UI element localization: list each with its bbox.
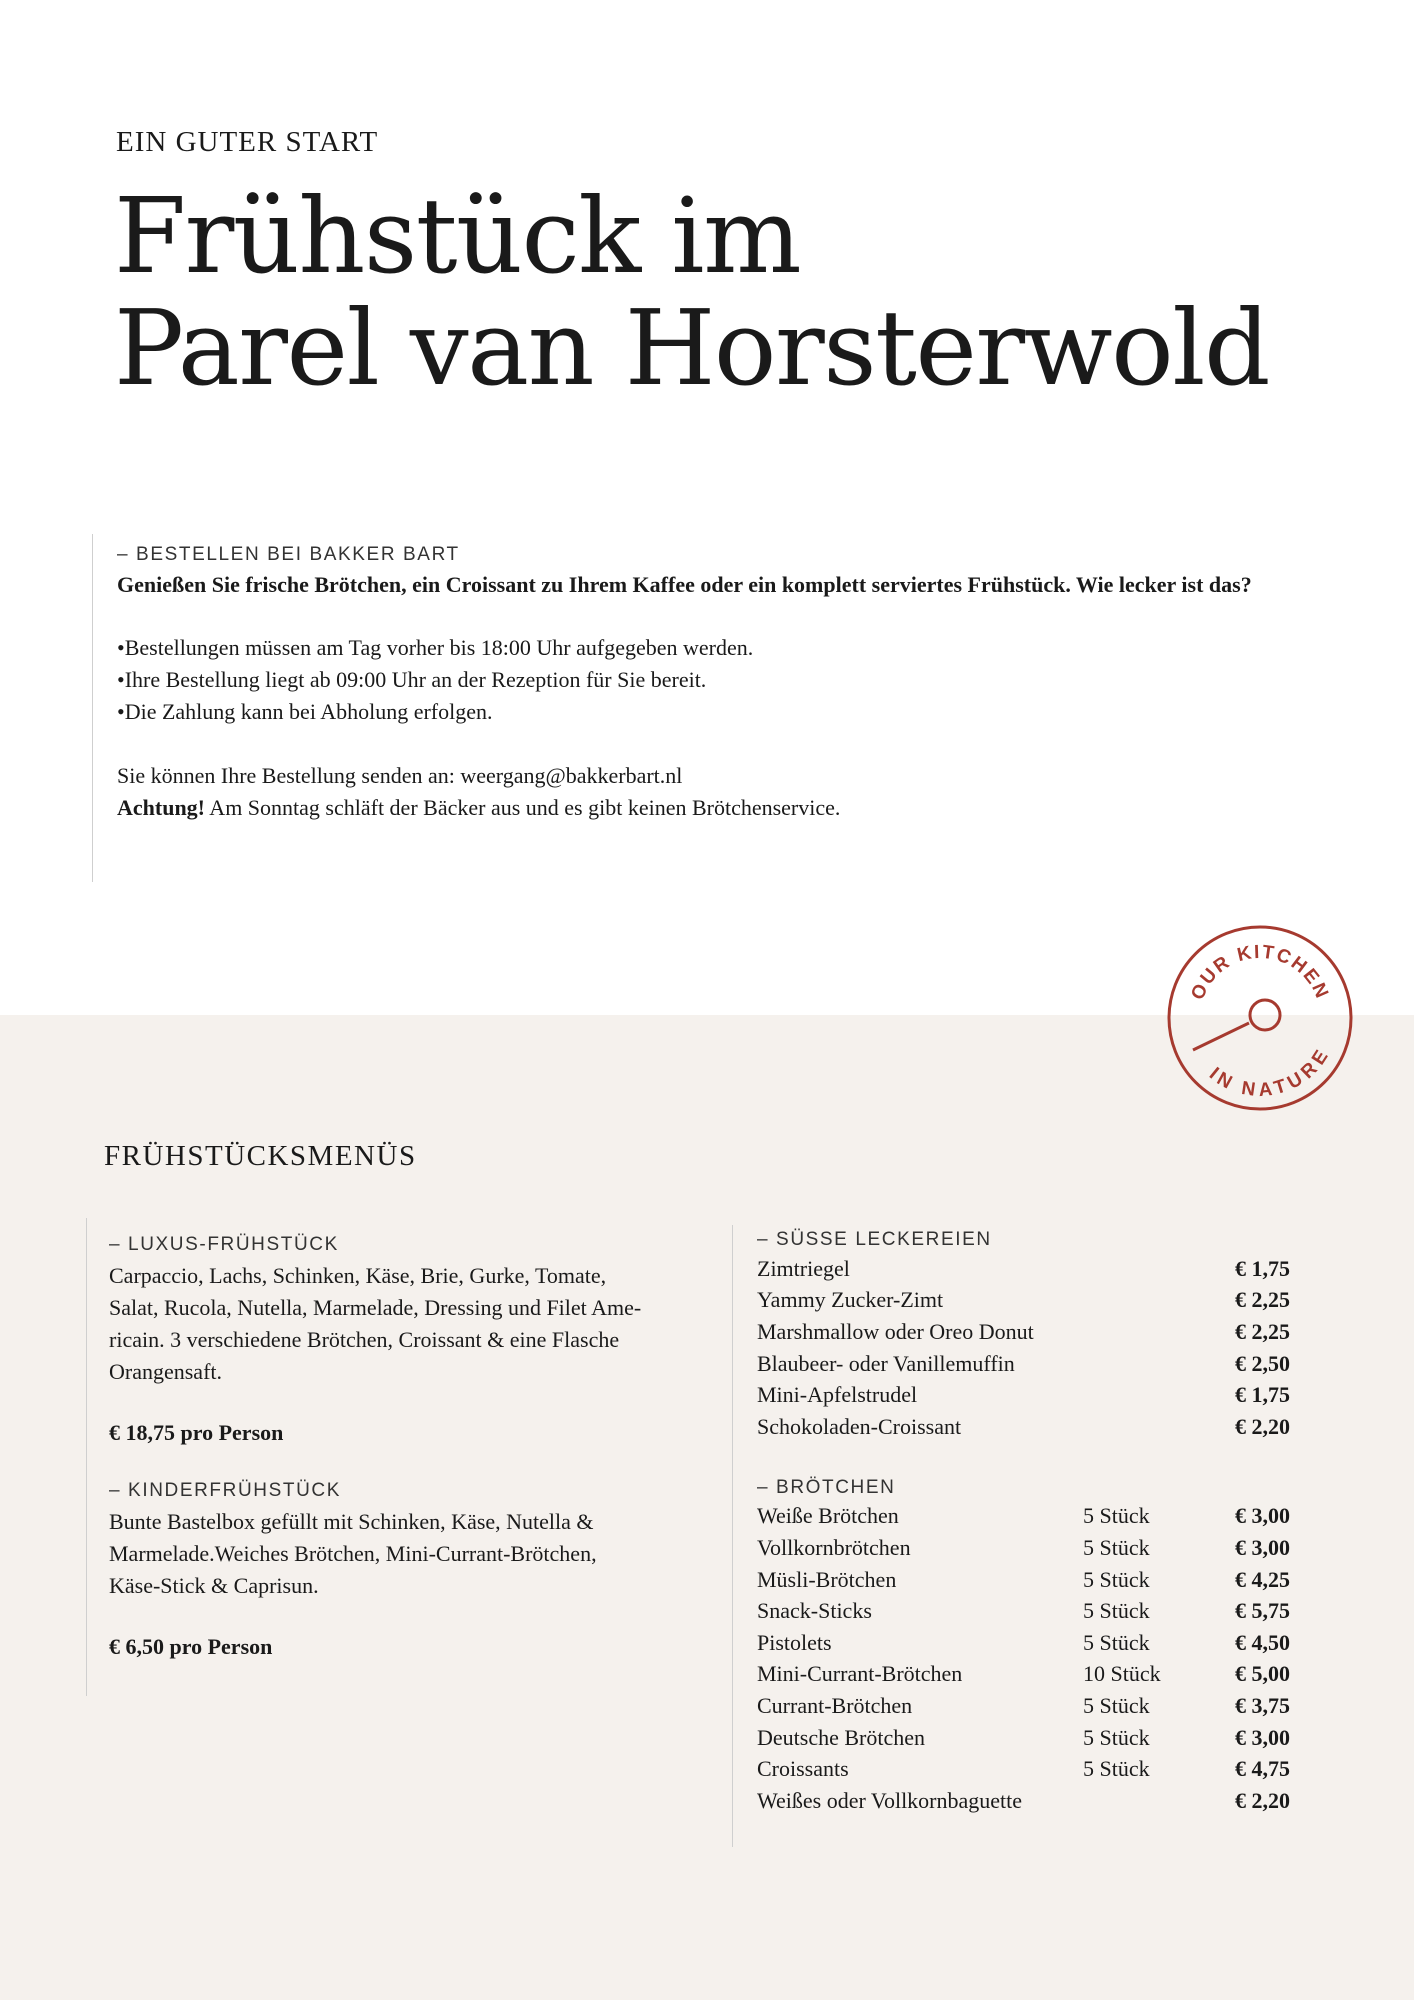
table-row bbox=[757, 1659, 1317, 1691]
item-name: Pistolets bbox=[757, 1629, 832, 1655]
item-quantity: 5 Stück bbox=[1083, 1756, 1150, 1782]
page-title bbox=[114, 175, 1270, 409]
item-quantity: 5 Stück bbox=[1083, 1692, 1150, 1718]
item-quantity bbox=[1083, 1348, 1235, 1380]
table-row bbox=[757, 1595, 1317, 1627]
item-name: Deutsche Brötchen bbox=[757, 1724, 925, 1750]
item-price: € 5,00 bbox=[1235, 1661, 1290, 1687]
price-list-column bbox=[732, 1225, 1332, 1847]
kinder-label: – KINDERFRÜHSTÜCK bbox=[109, 1480, 341, 1501]
order-label: – BESTELLEN BEI BAKKER BART bbox=[117, 544, 460, 565]
svg-text:OUR KITCHEN: OUR KITCHEN bbox=[1187, 941, 1333, 1003]
item-price: € 3,75 bbox=[1235, 1692, 1290, 1718]
item-quantity: 5 Stück bbox=[1083, 1566, 1150, 1592]
item-quantity bbox=[1083, 1785, 1235, 1817]
table-row bbox=[757, 1253, 1317, 1285]
item-price: € 1,75 bbox=[1235, 1255, 1290, 1281]
warning-text: Am Sonntag schläft der Bäcker aus und es gibt keinen Brötchenservice. bbox=[205, 795, 841, 820]
rolls-label: – BRÖTCHEN bbox=[757, 1476, 896, 1498]
order-rules-list bbox=[117, 632, 1332, 728]
breakfast-menus-column bbox=[86, 1218, 726, 1696]
table-row bbox=[757, 1753, 1317, 1785]
item-quantity bbox=[1083, 1253, 1235, 1285]
desc-line: Bunte Bastelbox gefüllt mit Schinken, Käse, Nutella & bbox=[109, 1509, 594, 1534]
item-price: € 4,25 bbox=[1235, 1566, 1290, 1592]
item-price: € 2,25 bbox=[1235, 1318, 1290, 1344]
order-info-block bbox=[92, 534, 1332, 882]
item-quantity: 5 Stück bbox=[1083, 1503, 1150, 1529]
sweets-label: – SÜSSE LECKEREIEN bbox=[757, 1229, 992, 1250]
luxus-description bbox=[109, 1260, 709, 1388]
warning-line bbox=[117, 792, 1332, 824]
our-kitchen-in-nature-logo bbox=[1165, 923, 1355, 1113]
order-intro: Genießen Sie frische Brötchen, ein Croissant zu Ihrem Kaffee oder ein komplett serviertes Frühstück. Wie lecker ist das? bbox=[117, 572, 1252, 597]
list-item: • Ihre Bestellung liegt ab 09:00 Uhr an der Rezeption für Sie bereit. bbox=[117, 664, 1332, 696]
item-name: Weiße Brötchen bbox=[757, 1503, 899, 1529]
item-name: Schokoladen-Croissant bbox=[757, 1413, 962, 1439]
item-name: Mini-Currant-Brötchen bbox=[757, 1661, 963, 1687]
item-price: € 5,75 bbox=[1235, 1598, 1290, 1624]
item-quantity bbox=[1083, 1411, 1235, 1443]
title-line-1: Frühstück im bbox=[114, 175, 801, 297]
menus-heading: FRÜHSTÜCKSMENÜS bbox=[104, 1140, 417, 1172]
table-row bbox=[757, 1785, 1317, 1817]
item-name: Mini-Apfelstrudel bbox=[757, 1382, 918, 1408]
item-price: € 3,00 bbox=[1235, 1724, 1290, 1750]
table-row bbox=[757, 1501, 1317, 1533]
section-kicker: EIN GUTER START bbox=[116, 126, 379, 158]
item-quantity bbox=[1083, 1379, 1235, 1411]
desc-line: ricain. 3 verschiedene Brötchen, Croissant & eine Flasche bbox=[109, 1327, 620, 1352]
table-row bbox=[757, 1532, 1317, 1564]
item-price: € 3,00 bbox=[1235, 1503, 1290, 1529]
item-quantity: 10 Stück bbox=[1083, 1661, 1161, 1687]
rolls-table bbox=[757, 1501, 1317, 1817]
item-price: € 2,20 bbox=[1235, 1787, 1290, 1813]
item-name: Currant-Brötchen bbox=[757, 1692, 913, 1718]
table-row bbox=[757, 1564, 1317, 1596]
kinder-description bbox=[109, 1506, 709, 1602]
list-item: • Die Zahlung kann bei Abholung erfolgen. bbox=[117, 696, 1332, 728]
item-name: Snack-Sticks bbox=[757, 1598, 872, 1624]
item-quantity: 5 Stück bbox=[1083, 1629, 1150, 1655]
table-row bbox=[757, 1348, 1317, 1380]
desc-line: Salat, Rucola, Nutella, Marmelade, Dressing und Filet Ame- bbox=[109, 1295, 642, 1320]
table-row bbox=[757, 1722, 1317, 1754]
sweets-table bbox=[757, 1253, 1317, 1443]
table-row bbox=[757, 1379, 1317, 1411]
table-row bbox=[757, 1316, 1317, 1348]
item-quantity bbox=[1083, 1285, 1235, 1317]
item-name: Müsli-Brötchen bbox=[757, 1566, 897, 1592]
table-row bbox=[757, 1285, 1317, 1317]
item-quantity: 5 Stück bbox=[1083, 1534, 1150, 1560]
warning-bold: Achtung! bbox=[117, 795, 206, 820]
item-price: € 1,75 bbox=[1235, 1382, 1290, 1408]
item-name: Marshmallow oder Oreo Donut bbox=[757, 1318, 1034, 1344]
item-price: € 4,75 bbox=[1235, 1756, 1290, 1782]
kinder-price: € 6,50 pro Person bbox=[109, 1634, 273, 1659]
order-contact bbox=[117, 760, 1332, 824]
desc-line: Marmelade.Weiches Brötchen, Mini-Currant-Brötchen, bbox=[109, 1541, 597, 1566]
item-name: Weißes oder Vollkornbaguette bbox=[757, 1787, 1023, 1813]
item-price: € 4,50 bbox=[1235, 1629, 1290, 1655]
item-quantity: 5 Stück bbox=[1083, 1598, 1150, 1624]
svg-text:IN NATURE: IN NATURE bbox=[1205, 1045, 1334, 1102]
luxus-price: € 18,75 pro Person bbox=[109, 1420, 284, 1445]
table-row bbox=[757, 1690, 1317, 1722]
item-name: Croissants bbox=[757, 1756, 849, 1782]
item-price: € 2,20 bbox=[1235, 1413, 1290, 1439]
table-row bbox=[757, 1627, 1317, 1659]
item-name: Zimtriegel bbox=[757, 1255, 850, 1281]
item-price: € 2,25 bbox=[1235, 1287, 1290, 1313]
table-row bbox=[757, 1411, 1317, 1443]
desc-line: Carpaccio, Lachs, Schinken, Käse, Brie, Gurke, Tomate, bbox=[109, 1263, 607, 1288]
desc-line: Käse-Stick & Caprisun. bbox=[109, 1573, 319, 1598]
item-quantity: 5 Stück bbox=[1083, 1724, 1150, 1750]
list-item: • Bestellungen müssen am Tag vorher bis 18:00 Uhr aufgegeben werden. bbox=[117, 632, 1332, 664]
item-quantity bbox=[1083, 1316, 1235, 1348]
desc-line: Orangensaft. bbox=[109, 1359, 223, 1384]
item-price: € 2,50 bbox=[1235, 1350, 1290, 1376]
contact-line: Sie können Ihre Bestellung senden an: weergang@bakkerbart.nl bbox=[117, 763, 683, 788]
item-name: Blaubeer- oder Vanillemuffin bbox=[757, 1350, 1015, 1376]
item-name: Yammy Zucker-Zimt bbox=[757, 1287, 944, 1313]
title-line-2: Parel van Horsterwold bbox=[114, 287, 1270, 409]
item-name: Vollkornbrötchen bbox=[757, 1534, 911, 1560]
luxus-label: – LUXUS-FRÜHSTÜCK bbox=[109, 1234, 339, 1255]
item-price: € 3,00 bbox=[1235, 1534, 1290, 1560]
